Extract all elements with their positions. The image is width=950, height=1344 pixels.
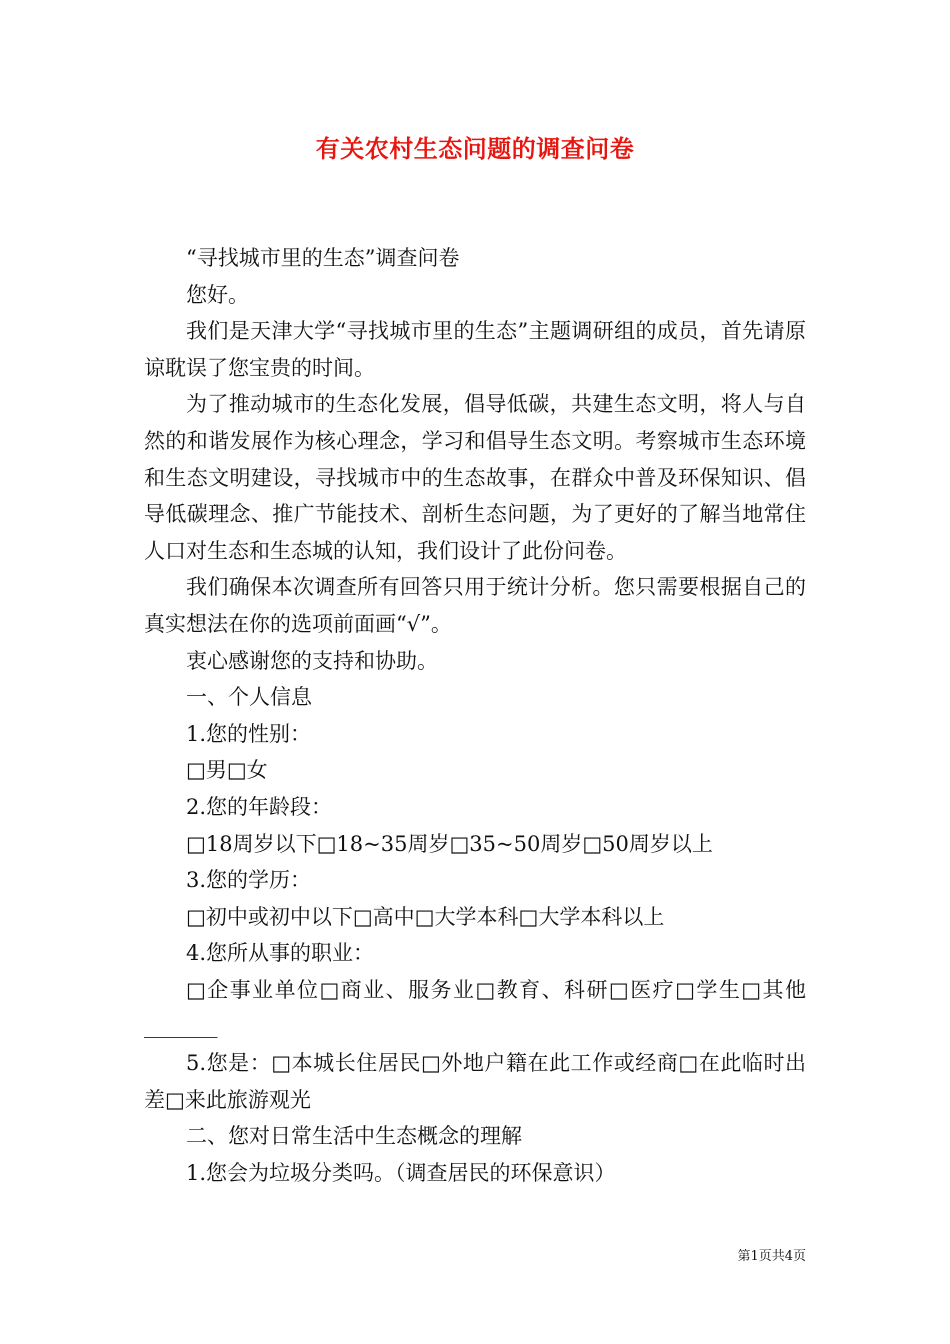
paragraph: 为了推动城市的生态化发展，倡导低碳，共建生态文明，将人与自然的和谐发展作为核心理念，学习和倡导生态文明。考察城市生态环境和生态文明建设，寻找城市中的生态故事，在群众中普及环保知识、倡导低碳理念、推广节能技术、剖析生态问题，为了更好的了解当地常住人口对生态和生态城的认知，我们设计了此份问卷。 [144,392,806,563]
question: 2.您的年龄段： [186,794,333,819]
section-heading: 二、您对日常生活中生态概念的理解 [186,1124,522,1149]
paragraph: 我们是天津大学“寻找城市里的生态”主题调研组的成员，首先请原谅耽误了您宝贵的时间。 [144,319,806,380]
question: 1.您的性别： [186,721,312,746]
document-body [144,240,806,1191]
question: 1.您会为垃圾分类吗。（调查居民的环保意识） [186,1160,616,1185]
options: □男□女 [186,758,268,783]
paragraph: 您好。 [186,282,249,307]
options: □初中或初中以下□高中□大学本科□大学本科以上 [186,904,665,929]
paragraph: 我们确保本次调查所有回答只用于统计分析。您只需要根据自己的真实想法在你的选项前面画“√”。 [144,575,806,636]
question: 3.您的学历： [186,868,312,893]
options: □18周岁以下□18~35周岁□35~50周岁□50周岁以上 [186,831,713,856]
paragraph: “寻找城市里的生态”调查问卷 [186,246,460,270]
question: 4.您所从事的职业： [186,941,375,966]
page-number: 第1页共4页 [737,1249,806,1264]
options: □企事业单位□商业、服务业□教育、科研□医疗□学生□其他_______ [144,977,806,1039]
section-heading: 一、个人信息 [186,685,312,710]
paragraph: 衷心感谢您的支持和协助。 [186,648,438,673]
question: 5.您是：□本城长住居民□外地户籍在此工作或经商□在此临时出差□来此旅游观光 [144,1051,806,1112]
document-title: 有关农村生态问题的调查问卷 [315,134,635,163]
